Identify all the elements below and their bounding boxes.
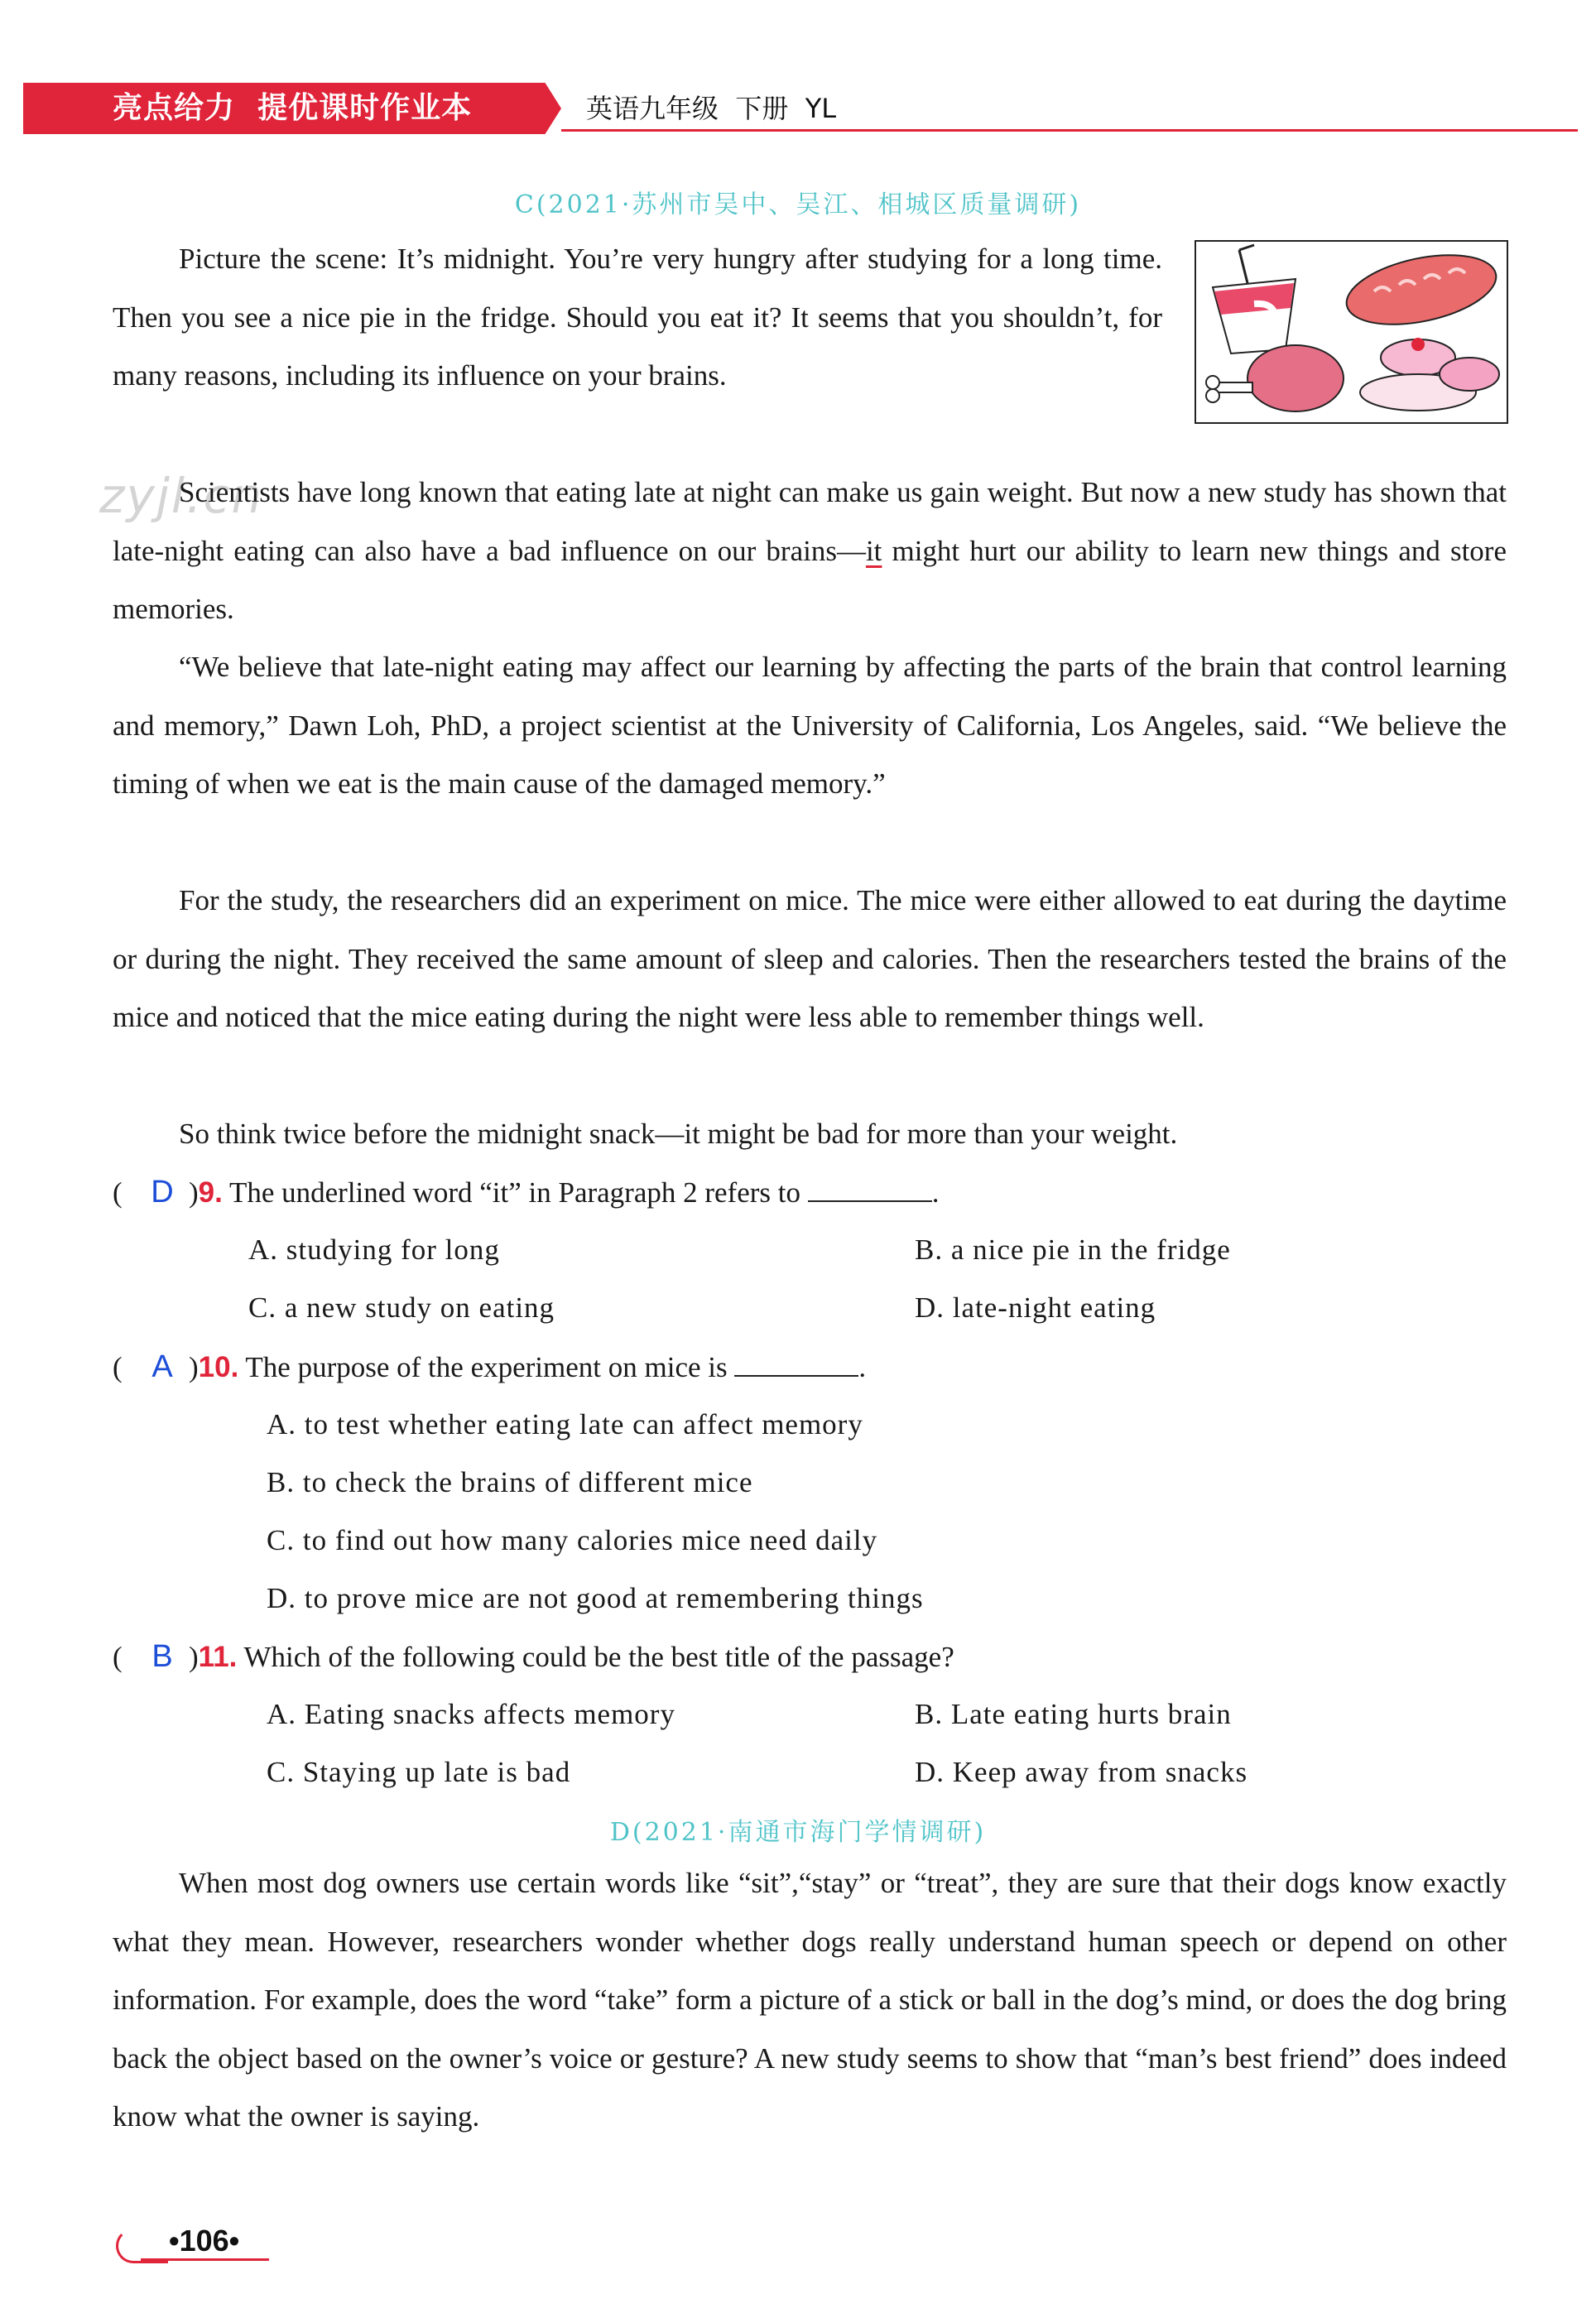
section-c-paragraph-4: For the study, the researchers did an experiment on mice. The mice were either allowed to eat during the daytime or during the night. They received the same amount of sleep and calories. Then the researchers tested the brains of the mice and noticed that the mice eating during the night were less able to remember things well.: [113, 884, 1507, 1033]
question-number-9: 9.: [198, 1176, 223, 1209]
page-number-text: •106•: [169, 2224, 240, 2258]
page-header: [23, 83, 1578, 134]
header-book-info: 英语九年级 下册 YL: [586, 93, 837, 124]
watermark-text: zyjl.cn: [99, 468, 264, 524]
underlined-word-it: it: [865, 534, 882, 567]
option-10c: C. to find out how many calories mice need daily: [267, 1524, 878, 1556]
answer-11: B: [151, 1639, 173, 1674]
question-number-10: 10.: [198, 1351, 239, 1383]
answer-blank-9: [808, 1176, 932, 1202]
section-c-title: C(2021·苏州市吴中、吴江、相城区质量调研): [514, 190, 1082, 219]
header-rule: [561, 129, 1578, 132]
section-c-paragraph-5: So think twice before the midnight snack—it might be bad for more than your weight.: [179, 1118, 1178, 1150]
section-d-title: D(2021·南通市海门学情调研): [609, 1818, 987, 1847]
ham-icon: [1206, 345, 1344, 411]
section-c-paragraph-2: [113, 464, 1507, 639]
option-9d: D. late-night eating: [915, 1291, 1156, 1324]
question-stem-10: The purpose of the experiment on mice is: [238, 1351, 735, 1383]
section-c-paragraph-1: Picture the scene: It’s midnight. You’re very hungry after studying for a long time. Then you see a nice pie in the fridge. Should you eat it? It seems that you shouldn’t, for many reasons, including its influence on your brains.: [113, 243, 1162, 392]
page-number-rule: [141, 2258, 269, 2261]
option-11a: A. Eating snacks affects memory: [267, 1698, 675, 1730]
page-number: [116, 2222, 269, 2263]
section-c-paragraph-3: “We believe that late-night eating may affect our learning by affecting the parts of the brain that control learning and memory,” Dawn Loh, PhD, a project scientist at the University of California, Los Angeles, said. “We believe the timing of when we eat is the main cause of the damaged memory.”: [113, 651, 1507, 800]
question-10: ( A )10. The purpose of the experiment on mice is .: [113, 1346, 866, 1388]
option-10a: A. to test whether eating late can affect memory: [267, 1408, 863, 1440]
option-11b: B. Late eating hurts brain: [915, 1698, 1232, 1730]
question-stem-11: Which of the following could be the best title of the passage?: [237, 1641, 954, 1673]
option-9b: B. a nice pie in the fridge: [915, 1233, 1231, 1266]
question-11: ( B )11. Which of the following could be the best title of the passage?: [113, 1636, 954, 1678]
section-d-paragraph: When most dog owners use certain words like “sit”,“stay” or “treat”, they are sure that their dogs know exactly what they mean. However, researchers wonder whether dogs really understand human speech or depend on other information. For example, does the word “take” form a picture of a stick or ball in the dog’s mind, or does the dog bring back the object based on the owner’s voice or gesture? A new study seems to show that “man’s best friend” does indeed know what the owner is saying.: [113, 1867, 1507, 2133]
header-brand: 亮点给力 提优课时作业本: [113, 91, 473, 125]
answer-10: A: [151, 1349, 173, 1384]
option-10d: D. to prove mice are not good at remembering things: [267, 1582, 924, 1614]
option-11d: D. Keep away from snacks: [915, 1756, 1248, 1788]
question-9: ( D )9. The underlined word “it” in Paragraph 2 refers to .: [113, 1171, 940, 1214]
answer-9: D: [151, 1175, 174, 1209]
paragraph-2-part-a: Scientists have long known that eating late at night can make us gain weight. But now a new study has shown that late-night eating can also have a bad influence on our brains—: [113, 476, 1507, 567]
option-10b: B. to check the brains of different mice: [267, 1466, 753, 1498]
option-9c: C. a new study on eating: [248, 1291, 555, 1324]
food-illustration-svg: [1196, 242, 1507, 422]
paragraph-2-part-b: might hurt our ability to learn new things and store memories.: [113, 534, 1507, 625]
bread-icon: [1340, 243, 1502, 337]
answer-blank-10: [734, 1350, 858, 1377]
donuts-icon: [1360, 338, 1499, 411]
question-stem-9: The underlined word “it” in Paragraph 2 refers to: [222, 1176, 808, 1209]
option-11c: C. Staying up late is bad: [267, 1756, 571, 1788]
question-number-11: 11.: [198, 1641, 238, 1673]
food-illustration: [1195, 240, 1508, 424]
drink-cup-icon: [1213, 245, 1296, 353]
option-9a: A. studying for long: [248, 1233, 500, 1266]
